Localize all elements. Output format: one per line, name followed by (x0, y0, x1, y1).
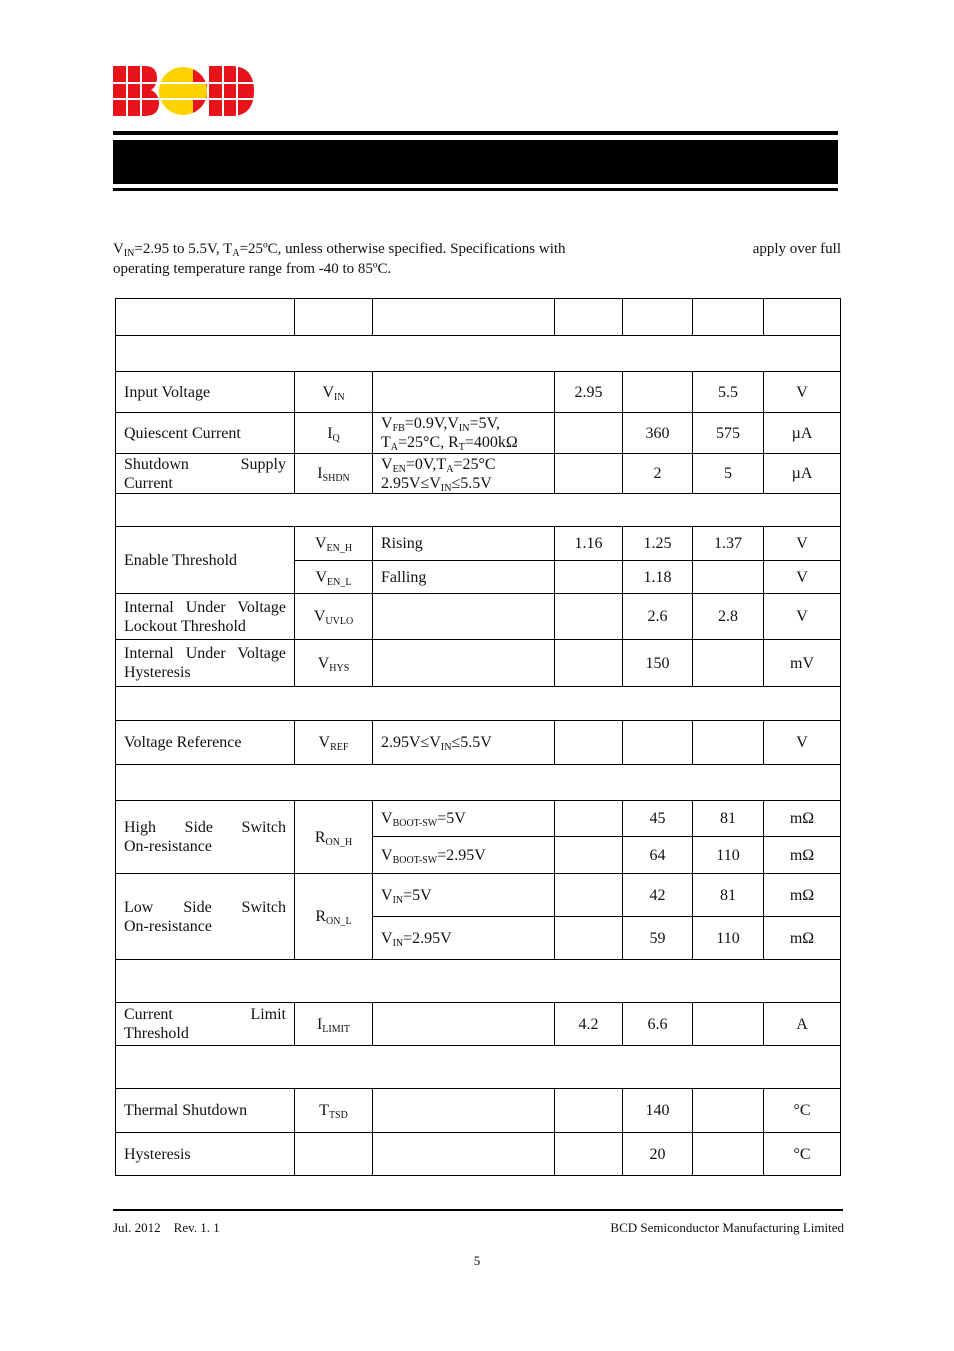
table-cell (373, 299, 555, 336)
table-cell: 140 (623, 1089, 693, 1133)
table-cell: 5 (693, 454, 764, 494)
table-cell (295, 299, 373, 336)
header-rule-bottom (113, 188, 838, 191)
table-cell (116, 765, 841, 801)
table-cell (555, 594, 623, 640)
table-row (116, 1003, 841, 1046)
table-row (116, 640, 841, 687)
intro-text: $V_{IN}=2.95$ to 5.5V, $T_A=25ºC$, unless otherwise specified. Specifications with apply over full operating temperature range from -40 to 85ºC. (113, 241, 841, 277)
table-cell: °C (764, 1133, 841, 1176)
table-cell (555, 721, 623, 765)
section-row (116, 1046, 841, 1089)
table-cell (623, 372, 693, 413)
table-cell (555, 874, 623, 917)
table-cell (693, 299, 764, 336)
table-cell: V (764, 594, 841, 640)
table-cell: 64 (623, 837, 693, 874)
table-cell: °C (764, 1089, 841, 1133)
table-cell: A (764, 1003, 841, 1046)
section-row (116, 336, 841, 372)
footer-company: BCD Semiconductor Manufacturing Limited (610, 1220, 844, 1235)
table-cell: 1.18 (623, 561, 693, 594)
table-row (116, 594, 841, 640)
table-cell: $V_{FB}=0.9V,V_{IN}=5V$, $T_A=25^\circ C$, $R_T=400k\Omega$ (373, 413, 555, 454)
table-cell (116, 494, 841, 527)
table-cell (555, 1089, 623, 1133)
table-cell: 110 (693, 837, 764, 874)
table-cell: $R_{ON\_L}$ (295, 874, 373, 960)
logo-letter-b (113, 66, 159, 116)
table-cell: V (764, 527, 841, 561)
footer-date-revision: Jul. 2012 Rev. 1. 1 (113, 1220, 220, 1235)
table-cell: 81 (693, 874, 764, 917)
footer-rule (113, 1209, 843, 1211)
table-row (116, 372, 841, 413)
table-cell (555, 454, 623, 494)
table-cell (693, 1133, 764, 1176)
table-cell: Falling (373, 561, 555, 594)
table-cell: mΩ (764, 917, 841, 960)
table-cell (693, 1003, 764, 1046)
table-cell: 42 (623, 874, 693, 917)
table-cell (555, 640, 623, 687)
table-cell: High Side Switch On-resistance (116, 801, 295, 874)
table-cell (295, 1133, 373, 1176)
table-cell: 2 (623, 454, 693, 494)
table-cell: $V_{BOOT-SW}=5V$ (373, 801, 555, 837)
table-row (116, 1133, 841, 1176)
table-cell (373, 1133, 555, 1176)
table-cell: Enable Threshold (116, 527, 295, 594)
table-cell: $V_{IN}=2.95V$ (373, 917, 555, 960)
table-cell: V (764, 372, 841, 413)
table-cell (116, 960, 841, 1003)
table-cell: 2.95 (555, 372, 623, 413)
table-row (116, 874, 841, 917)
table-cell: Quiescent Current (116, 413, 295, 454)
table-cell (693, 640, 764, 687)
table-cell: µA (764, 413, 841, 454)
table-cell: $V_{BOOT-SW}=2.95V$ (373, 837, 555, 874)
table-cell: $I_Q$ (295, 413, 373, 454)
electrical-characteristics-table (115, 298, 841, 1176)
table-cell (693, 721, 764, 765)
table-cell (373, 372, 555, 413)
table-cell: $V_{IN}=5V$ (373, 874, 555, 917)
table-cell: Input Voltage (116, 372, 295, 413)
table-cell: 2.8 (693, 594, 764, 640)
table-cell (764, 299, 841, 336)
table-cell: 45 (623, 801, 693, 837)
table-cell: $I_{SHDN}$ (295, 454, 373, 494)
table-cell: Rising (373, 527, 555, 561)
table-cell: 6.6 (623, 1003, 693, 1046)
table-cell (555, 413, 623, 454)
table-cell: 1.25 (623, 527, 693, 561)
section-row (116, 687, 841, 721)
table-cell: Hysteresis (116, 1133, 295, 1176)
table-cell: 59 (623, 917, 693, 960)
table-cell (116, 336, 841, 372)
table-cell (116, 1046, 841, 1089)
table-cell: mΩ (764, 801, 841, 837)
table-cell: $2.95V\le V_{IN}\le 5.5V$ (373, 721, 555, 765)
table-cell (116, 687, 841, 721)
table-cell (693, 561, 764, 594)
table-cell: 20 (623, 1133, 693, 1176)
table-cell (116, 299, 295, 336)
table-cell: $V_{UVLO}$ (295, 594, 373, 640)
table-cell: $V_{EN}=0V,T_A=25^\circ C$ $2.95V\le V_{IN}\le 5.5V$ (373, 454, 555, 494)
table-cell (373, 1089, 555, 1133)
table-row (116, 801, 841, 837)
table-cell: Low Side Switch On-resistance (116, 874, 295, 960)
table-cell (555, 917, 623, 960)
table-cell (623, 721, 693, 765)
header-title-bar (113, 140, 838, 184)
table-cell: mΩ (764, 874, 841, 917)
table-cell: µA (764, 454, 841, 494)
table-cell: 150 (623, 640, 693, 687)
section-row (116, 494, 841, 527)
table-cell: $T_{TSD}$ (295, 1089, 373, 1133)
table-cell (555, 561, 623, 594)
header-rule-top (113, 131, 838, 135)
table-cell: 360 (623, 413, 693, 454)
table-cell (555, 1133, 623, 1176)
table-cell: $I_{LIMIT}$ (295, 1003, 373, 1046)
table-cell: Thermal Shutdown (116, 1089, 295, 1133)
table-header-row (116, 299, 841, 336)
page-number: 5 (473, 1253, 481, 1268)
table-cell: 575 (693, 413, 764, 454)
table-cell: 2.6 (623, 594, 693, 640)
table-cell (693, 1089, 764, 1133)
table-cell: $V_{HYS}$ (295, 640, 373, 687)
logo-letter-d (209, 66, 254, 116)
table-cell (623, 299, 693, 336)
table-cell (555, 801, 623, 837)
table-cell: 1.16 (555, 527, 623, 561)
table-cell: $V_{EN\_H}$ (295, 527, 373, 561)
table-cell: $V_{IN}$ (295, 372, 373, 413)
table-cell (555, 837, 623, 874)
table-row (116, 721, 841, 765)
section-row (116, 960, 841, 1003)
table-cell: mV (764, 640, 841, 687)
table-cell: $R_{ON\_H}$ (295, 801, 373, 874)
table-cell: V (764, 561, 841, 594)
table-cell: mΩ (764, 837, 841, 874)
bcd-logo (113, 66, 255, 116)
table-cell: 110 (693, 917, 764, 960)
table-cell: Internal Under Voltage Hysteresis (116, 640, 295, 687)
table-row (116, 527, 841, 561)
table-cell (373, 594, 555, 640)
table-cell: Internal Under Voltage Lockout Threshold (116, 594, 295, 640)
table-cell: Voltage Reference (116, 721, 295, 765)
table-row (116, 454, 841, 494)
table-cell (555, 299, 623, 336)
section-row (116, 765, 841, 801)
table-row (116, 413, 841, 454)
table-cell: Current Limit Threshold (116, 1003, 295, 1046)
table-cell: Shutdown Supply Current (116, 454, 295, 494)
table-cell (373, 640, 555, 687)
table-cell: $V_{EN\_L}$ (295, 561, 373, 594)
table-row (116, 1089, 841, 1133)
table-cell: 81 (693, 801, 764, 837)
table-cell: $V_{REF}$ (295, 721, 373, 765)
table-cell: 5.5 (693, 372, 764, 413)
table-cell (373, 1003, 555, 1046)
table-cell: 4.2 (555, 1003, 623, 1046)
table-cell: 1.37 (693, 527, 764, 561)
table-cell: V (764, 721, 841, 765)
